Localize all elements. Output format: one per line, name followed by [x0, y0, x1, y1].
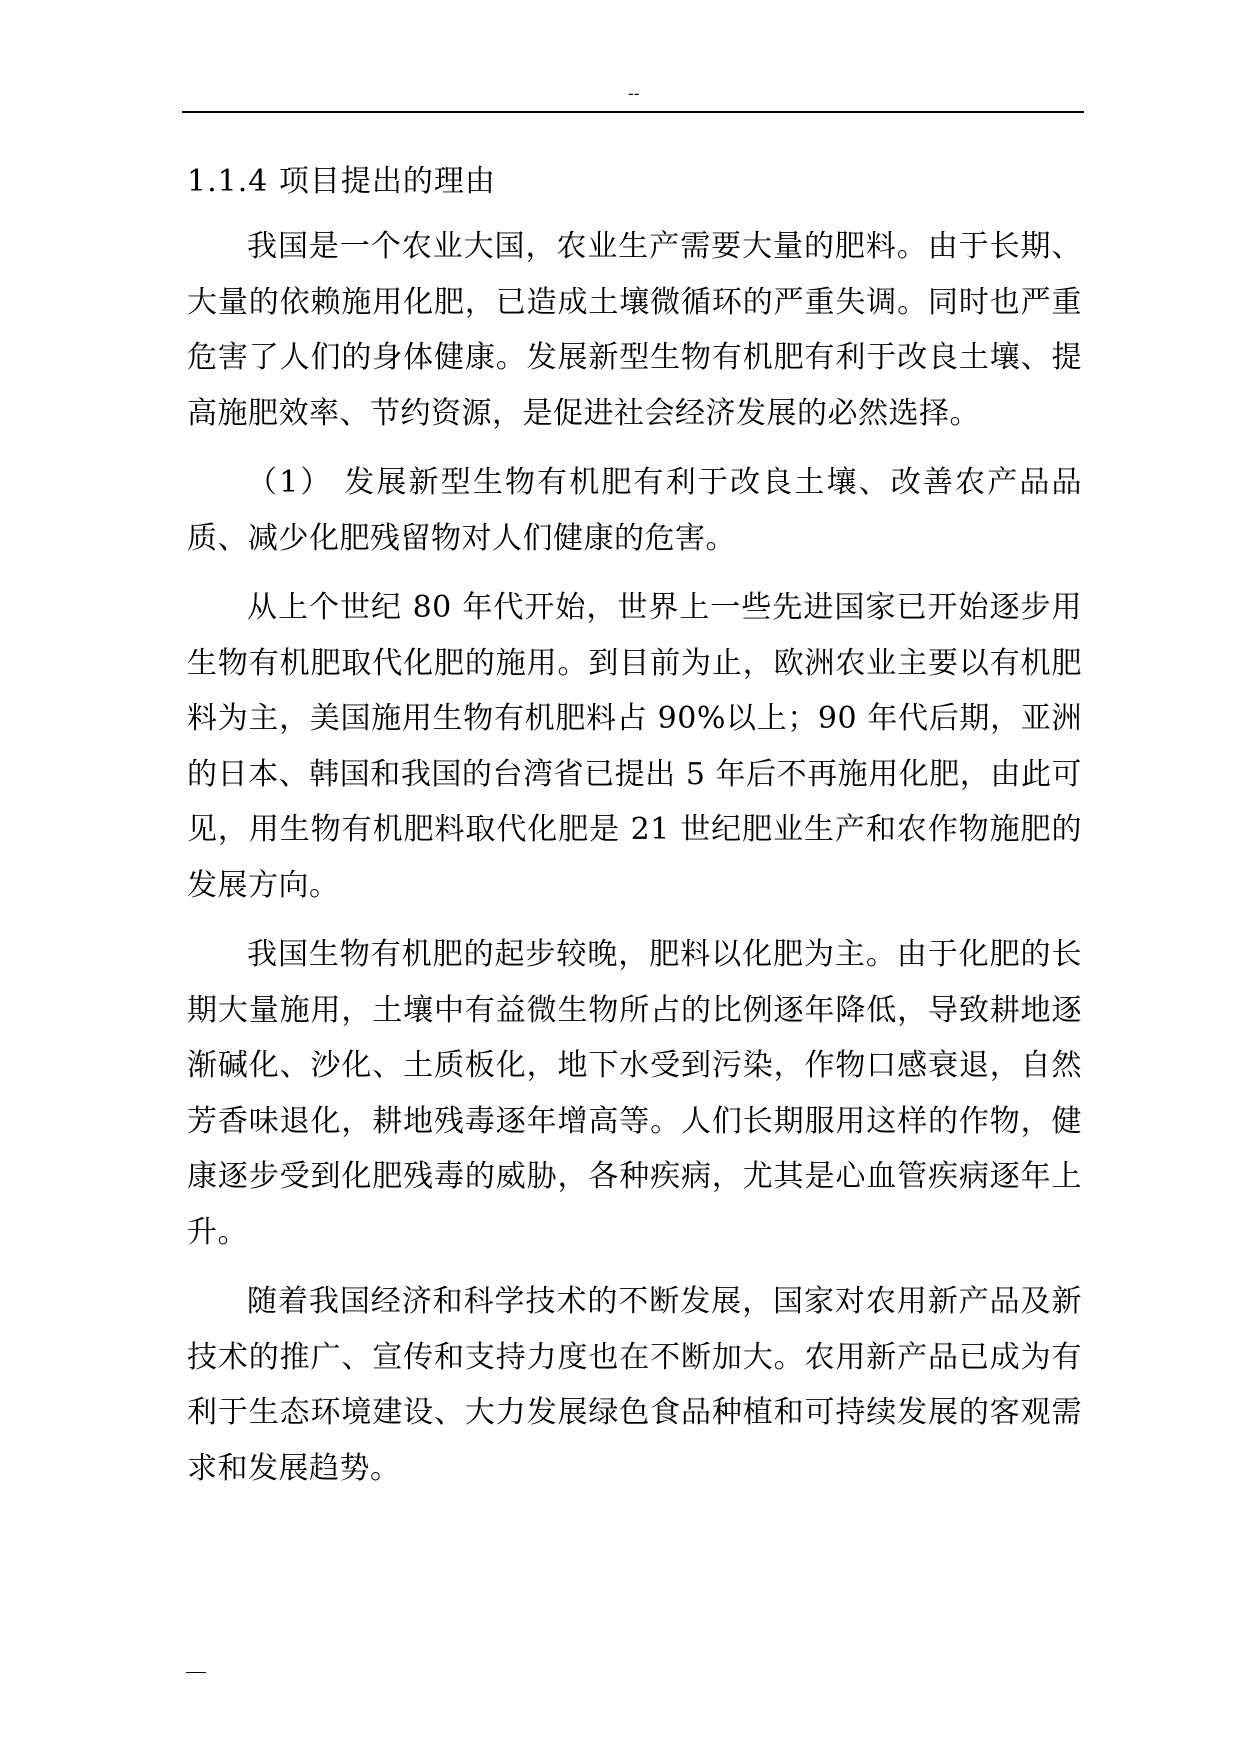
document-body [187, 155, 1082, 1510]
paragraph-point-1: （1） 发展新型生物有机肥有利于改良土壤、改善农产品品质、减少化肥残留物对人们健康的危害。 [187, 465, 1082, 556]
paragraph-domestic-status: 我国生物有机肥的起步较晚，肥料以化肥为主。由于化肥的长期大量施用，土壤中有益微生物所占的比例逐年降低，导致耕地逐渐碱化、沙化、土质板化，地下水受到污染，作物口感衰退，自然芳香味退化，耕地残毒逐年增高等。人们长期服用这样的作物，健康逐步受到化肥残毒的威胁，各种疾病，尤其是心血管疾病逐年上升。 [187, 937, 1082, 1250]
footer-mark [186, 1672, 206, 1673]
section-heading: 1.1.4 项目提出的理由 [187, 164, 496, 199]
paragraph-intro: 我国是一个农业大国，农业生产需要大量的肥料。由于长期、大量的依赖施用化肥，已造成土壤微循环的严重失调。同时也严重危害了人们的身体健康。发展新型生物有机肥有利于改良土壤、提高施肥效率、节约资源，是促进社会经济发展的必然选择。 [187, 229, 1082, 431]
header-rule [182, 111, 1084, 113]
header-mark: -- [628, 84, 640, 103]
paragraph-world-trend: 从上个世纪 80 年代开始，世界上一些先进国家已开始逐步用生物有机肥取代化肥的施用。到目前为止，欧洲农业主要以有机肥料为主，美国施用生物有机肥料占 90%以上；90 年代后期，亚洲的日本、韩国和我国的台湾省已提出 5 年后不再施用化肥，由此可见，用生物有机肥料取代化肥是 21 世纪肥业生产和农作物施肥的发展方向。 [187, 590, 1082, 903]
paragraph-policy-support: 随着我国经济和科学技术的不断发展，国家对农用新产品及新技术的推广、宣传和支持力度也在不断加大。农用新产品已成为有利于生态环境建设、大力发展绿色食品种植和可持续发展的客观需求和发展趋势。 [187, 1284, 1082, 1486]
